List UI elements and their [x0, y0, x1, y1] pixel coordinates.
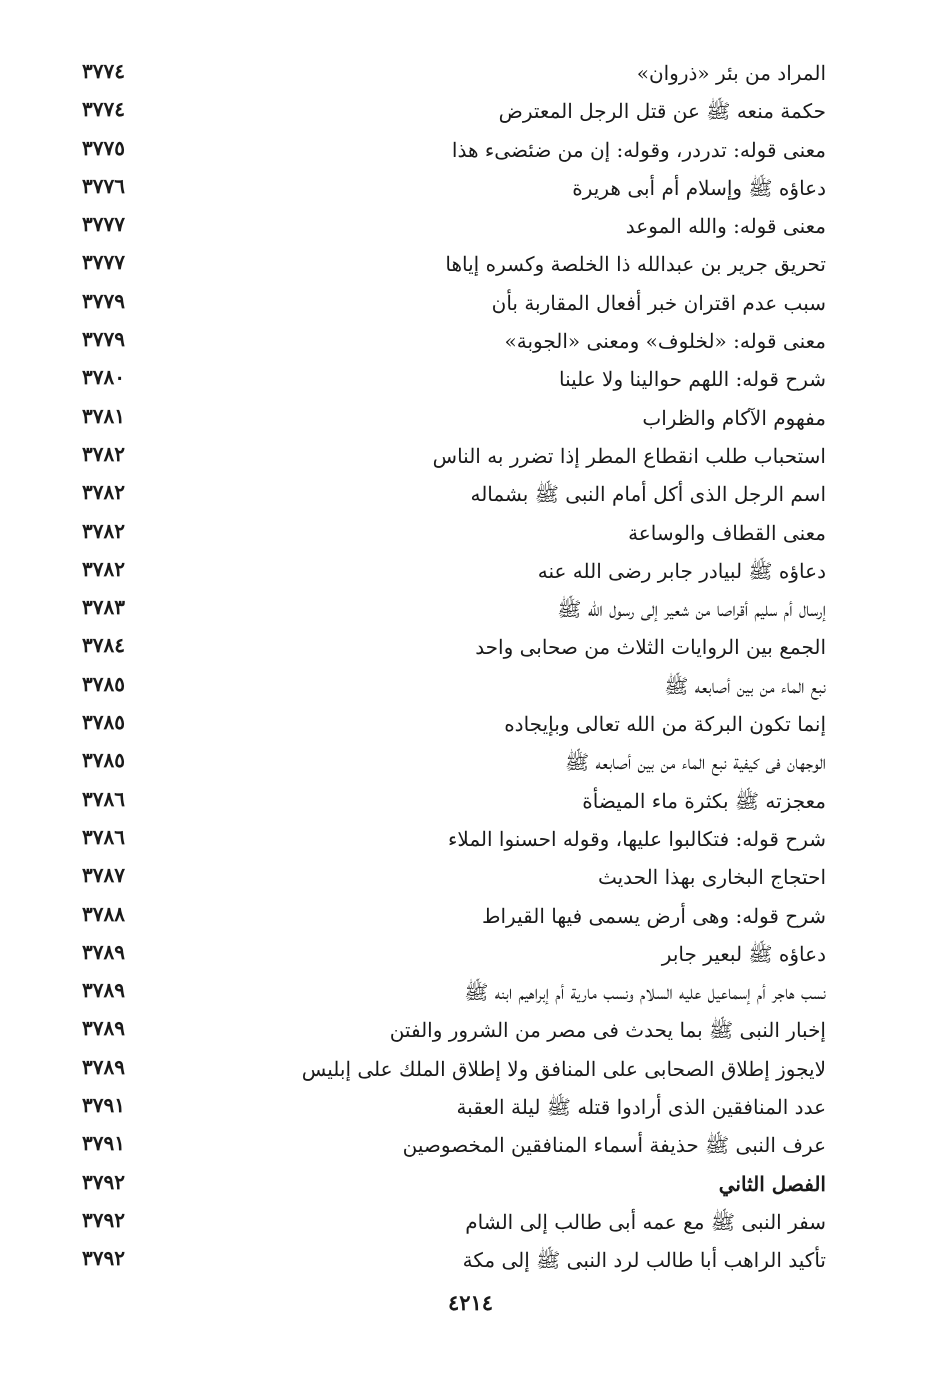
toc-entry-title: نسب هاجر أم إسماعيل عليه السلام ونسب مارية أم إبراهيم ابنه ﷺ — [464, 980, 826, 1005]
toc-entry-title: تحريق جرير بن عبدالله ذا الخلصة وكسره إياها — [445, 252, 826, 277]
toc-entry-title: شرح قوله: فتكالبوا عليها، وقوله احسنوا الملاء — [447, 826, 826, 851]
toc-entry-page: ٣٧٩٢ — [82, 1169, 125, 1194]
toc-entry-page: ٣٧٧٦ — [82, 173, 125, 198]
toc-entry-title: عدد المنافقين الذى أرادوا قتله ﷺ ليلة العقبة — [456, 1095, 826, 1120]
toc-entry-page: ٣٧٧٧ — [82, 250, 125, 275]
toc-entry — [70, 628, 830, 666]
toc-entry — [70, 1050, 830, 1088]
toc-entry-page: ٣٧٨٩ — [82, 978, 125, 1003]
toc-entry — [70, 92, 830, 130]
toc-entry — [70, 590, 830, 628]
toc-entry — [70, 667, 830, 705]
toc-entry — [70, 1088, 830, 1126]
table-of-contents — [70, 54, 830, 1280]
toc-entry-page: ٣٧٧٩ — [82, 288, 125, 313]
toc-entry-page: ٣٧٨١ — [82, 403, 125, 428]
toc-entry-title: حكمة منعه ﷺ عن قتل الرجل المعترض — [498, 99, 826, 124]
toc-entry-page: ٣٧٨٥ — [82, 671, 125, 696]
toc-entry-page: ٣٧٨٠ — [82, 365, 125, 390]
toc-entry-title: اسم الرجل الذى أكل أمام النبى ﷺ بشماله — [470, 482, 826, 507]
toc-entry-title: معنى القطاف والوساعة — [628, 520, 826, 545]
toc-entry-page: ٣٧٧٤ — [82, 59, 125, 83]
toc-entry-title: الوجهان فى كيفية نبع الماء من بين أصابعه ﷺ — [565, 750, 826, 775]
toc-entry — [70, 1011, 830, 1049]
toc-entry-title: إخبار النبى ﷺ بما يحدث فى مصر من الشرور والفتن — [389, 1018, 826, 1043]
toc-entry-title: استحباب طلب انقطاع المطر إذا تضرر به الناس — [432, 443, 826, 468]
toc-entry — [70, 131, 830, 169]
toc-entry-page: ٣٧٨٩ — [82, 1016, 125, 1041]
toc-entry — [70, 820, 830, 858]
toc-entry-title: الجمع بين الروايات الثلاث من صحابى واحد — [475, 635, 826, 660]
toc-entry-page: ٣٧٨٧ — [82, 863, 125, 888]
toc-entry-page: ٣٧٩١ — [82, 1131, 125, 1156]
toc-entry-title: سبب عدم اقتران خبر أفعال المقاربة بأن — [491, 290, 826, 315]
toc-entry-page: ٣٧٨٨ — [82, 901, 125, 926]
toc-entry — [70, 514, 830, 552]
toc-entry — [70, 399, 830, 437]
toc-entry — [70, 207, 830, 245]
toc-entry — [70, 858, 830, 896]
toc-entry-title: احتجاج البخارى بهذا الحديث — [597, 865, 826, 890]
toc-entry — [70, 973, 830, 1011]
page-number: ٤٢١٤ — [447, 1290, 494, 1315]
toc-entry — [70, 437, 830, 475]
toc-entry-page: ٣٧٨٥ — [82, 710, 125, 735]
toc-entry-title: نبع الماء من بين أصابعه ﷺ — [664, 673, 826, 698]
toc-entry — [70, 705, 830, 743]
toc-entry — [70, 284, 830, 322]
toc-entry-title: معنى قوله: «لخلوف» ومعنى «الجوبة» — [504, 329, 826, 354]
toc-entry — [70, 245, 830, 283]
toc-entry — [70, 782, 830, 820]
toc-entry — [70, 897, 830, 935]
toc-entry-title: لايجوز إطلاق الصحابى على المنافق ولا إطلاق الملك على إبليس — [301, 1056, 826, 1081]
toc-entry-page: ٣٧٨٢ — [82, 441, 125, 466]
toc-entry — [70, 54, 830, 92]
toc-entry-page: ٣٧٨٥ — [82, 748, 125, 773]
toc-entry-page: ٣٧٧٥ — [82, 135, 125, 160]
section-heading: الفصل الثاني — [718, 1171, 826, 1196]
toc-entry-page: ٣٧٨٤ — [82, 633, 125, 658]
toc-entry-title: شرح قوله: اللهم حوالينا ولا علينا — [558, 367, 826, 392]
toc-entry-page: ٣٧٧٤ — [82, 97, 125, 122]
toc-entry-title: شرح قوله: وهى أرض يسمى فيها القيراط — [481, 903, 826, 928]
toc-entry-title: معنى قوله: والله الموعد — [625, 214, 826, 239]
toc-entry-page: ٣٧٨٣ — [82, 595, 125, 620]
toc-entry-title: تأكيد الراهب أبا طالب لرد النبى ﷺ إلى مكة — [462, 1248, 826, 1273]
toc-entry — [70, 1203, 830, 1241]
toc-entry-page: ٣٧٨٢ — [82, 518, 125, 543]
toc-entry — [70, 1126, 830, 1164]
toc-entry-title: عرف النبى ﷺ حذيفة أسماء المنافقين المخصوصين — [402, 1133, 826, 1158]
toc-entry-page: ٣٧٩١ — [82, 1093, 125, 1118]
toc-entry — [70, 935, 830, 973]
toc-entry-title: دعاؤه ﷺ لبعير جابر — [661, 941, 826, 966]
toc-entry-title: مفهوم الآكام والظراب — [642, 405, 826, 430]
toc-entry-page: ٣٧٨٩ — [82, 1054, 125, 1079]
toc-entry — [70, 322, 830, 360]
toc-entry — [70, 552, 830, 590]
toc-entry-title: إرسال أم سليم أقراصا من شعير إلى رسول الله ﷺ — [557, 597, 826, 622]
toc-entry-title: معجزته ﷺ بكثرة ماء الميضأة — [582, 788, 826, 813]
toc-entry-title: دعاؤه ﷺ وإسلام أم أبى هريرة — [572, 175, 826, 200]
toc-entry — [70, 360, 830, 398]
toc-entry-page: ٣٧٨٩ — [82, 939, 125, 964]
toc-entry-title: المراد من بئر «ذروان» — [636, 61, 826, 85]
toc-entry-page: ٣٧٩٢ — [82, 1246, 125, 1271]
toc-entry — [70, 169, 830, 207]
toc-entry-page: ٣٧٩٢ — [82, 1207, 125, 1232]
toc-entry — [70, 743, 830, 781]
toc-entry — [70, 475, 830, 513]
toc-entry-page: ٣٧٨٢ — [82, 556, 125, 581]
section-heading-row — [70, 1165, 830, 1203]
toc-entry-title: سفر النبى ﷺ مع عمه أبى طالب إلى الشام — [465, 1209, 826, 1234]
toc-entry-title: معنى قوله: تدردر، وقوله: إن من ضئضىء هذا — [451, 137, 826, 162]
toc-entry-page: ٣٧٨٢ — [82, 480, 125, 505]
toc-entry-title: دعاؤه ﷺ لبيادر جابر رضى الله عنه — [537, 558, 826, 583]
toc-entry-page: ٣٧٧٩ — [82, 327, 125, 352]
toc-entry-title: إنما تكون البركة من الله تعالى وبإيجاده — [504, 712, 826, 737]
toc-entry-page: ٣٧٨٦ — [82, 786, 125, 811]
toc-entry — [70, 1241, 830, 1279]
toc-entry-page: ٣٧٨٦ — [82, 824, 125, 849]
toc-entry-page: ٣٧٧٧ — [82, 212, 125, 237]
